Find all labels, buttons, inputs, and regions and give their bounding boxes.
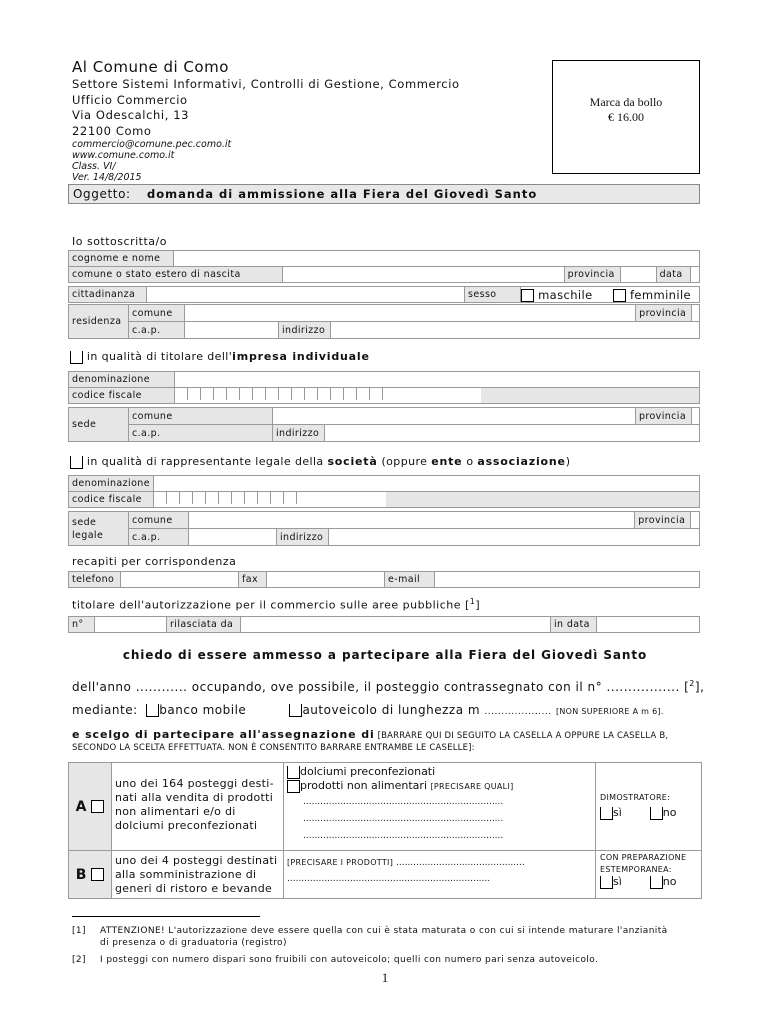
char-box[interactable] bbox=[318, 388, 331, 400]
authorization-table bbox=[68, 616, 700, 633]
sex-options bbox=[521, 287, 700, 303]
means-label: mediante: bbox=[72, 703, 138, 717]
char-box[interactable] bbox=[370, 388, 383, 400]
options-table bbox=[68, 762, 702, 899]
legal-seat-city-label: comune bbox=[129, 512, 189, 529]
pec-email: commercio@comune.pec.como.it bbox=[72, 139, 232, 150]
char-box[interactable] bbox=[232, 492, 245, 504]
classification: Class. VI/ bbox=[72, 161, 116, 172]
products-line[interactable]: ...................................................................... bbox=[303, 814, 504, 824]
option-b-cell bbox=[69, 851, 112, 899]
choice-rest: [BARRARE QUI DI SEGUITO LA CASELLA A OPPURE LA CASELLA B, bbox=[374, 731, 669, 741]
company-rep-option bbox=[70, 455, 570, 469]
year-close: ], bbox=[694, 680, 705, 694]
citizenship-field[interactable] bbox=[147, 287, 465, 303]
products-line[interactable]: ............................................. bbox=[396, 858, 525, 868]
company-rep-text-3: o bbox=[462, 455, 478, 468]
option-b-checkbox[interactable] bbox=[91, 868, 104, 881]
seat-address-label: indirizzo bbox=[273, 425, 325, 442]
tax-code-field[interactable] bbox=[175, 388, 700, 404]
demonstrator-label: DIMOSTRATORE: bbox=[600, 793, 671, 802]
legal-seat-address-field[interactable] bbox=[329, 529, 700, 546]
desc-line: generi di ristoro e bevande bbox=[115, 882, 273, 895]
char-box[interactable] bbox=[279, 388, 292, 400]
products-line[interactable]: ...................................................................... bbox=[303, 797, 504, 807]
year-text: dell'anno ............ occupando, ove possibile, il posteggio contrassegnato con il n° ................. [ bbox=[72, 680, 690, 694]
desc-line: non alimentari e/o di bbox=[115, 805, 236, 818]
birth-province-label: provincia bbox=[564, 267, 620, 283]
auth-issuer-label: rilasciata da bbox=[167, 617, 241, 633]
residence-province-label: provincia bbox=[636, 305, 692, 322]
preparation-label-1: CON PREPARAZIONE bbox=[600, 853, 687, 862]
sole-trader-checkbox[interactable] bbox=[70, 351, 83, 364]
residence-city-field[interactable] bbox=[185, 305, 636, 322]
email-field[interactable] bbox=[435, 572, 700, 588]
authorization-heading bbox=[72, 597, 480, 612]
legal-seat-province-field[interactable] bbox=[691, 512, 700, 529]
recipient-title: Al Comune di Como bbox=[72, 58, 229, 76]
birth-date-label: data bbox=[656, 267, 690, 283]
mobile-stall-checkbox[interactable] bbox=[146, 704, 159, 717]
name-label: cognome e nome bbox=[69, 251, 174, 267]
footnote-text: ATTENZIONE! L'autorizzazione deve essere quella con cui è stata maturata o con cui si intende maturare l'anzianità bbox=[100, 926, 668, 936]
phone-label: telefono bbox=[69, 572, 121, 588]
request-heading: chiedo di essere ammesso a partecipare alla Fiera del Giovedì Santo bbox=[122, 648, 648, 662]
seat-province-field[interactable] bbox=[691, 408, 699, 425]
residence-cap-field[interactable] bbox=[185, 322, 279, 339]
birthplace-field[interactable] bbox=[282, 267, 564, 283]
footnote-text: di presenza o di graduatoria (registro) bbox=[100, 938, 287, 948]
seat-cap-label: c.a.p. bbox=[129, 425, 273, 442]
company-rep-text: in qualità di rappresentante legale della bbox=[86, 455, 328, 468]
footnote-mark: [2] bbox=[72, 955, 86, 965]
year-line bbox=[72, 679, 704, 694]
option-b-letter: B bbox=[75, 866, 87, 883]
option-a-cell bbox=[69, 763, 112, 851]
residence-province-field[interactable] bbox=[692, 305, 700, 322]
char-box[interactable] bbox=[154, 492, 167, 504]
authorization-close: ] bbox=[475, 598, 481, 612]
seat-label: sede bbox=[69, 408, 129, 442]
desc-line: uno dei 4 posteggi destinati bbox=[115, 854, 278, 867]
company-name-field[interactable] bbox=[175, 372, 700, 388]
sole-trader-option bbox=[70, 350, 370, 364]
footnote-ref-2[interactable]: 2 bbox=[689, 679, 695, 688]
desc-line: dolciumi preconfezionati bbox=[115, 819, 258, 832]
non-food-checkbox[interactable] bbox=[287, 780, 300, 793]
company-rep-text-4: ) bbox=[565, 455, 571, 468]
male-checkbox[interactable] bbox=[521, 289, 534, 302]
address-line: Via Odescalchi, 13 bbox=[72, 108, 190, 122]
legal-seat-cap-field[interactable] bbox=[189, 529, 277, 546]
char-box[interactable] bbox=[227, 388, 240, 400]
auth-number-label: n° bbox=[69, 617, 95, 633]
citizenship-table bbox=[68, 286, 700, 303]
preparation-cell bbox=[596, 851, 702, 899]
char-box[interactable] bbox=[344, 388, 357, 400]
legal-seat-city-field[interactable] bbox=[189, 512, 635, 529]
choice-instruction bbox=[72, 729, 704, 754]
company-table bbox=[68, 475, 700, 508]
char-box[interactable] bbox=[258, 492, 271, 504]
option-a-products bbox=[284, 763, 596, 851]
personal-data-table bbox=[68, 250, 700, 283]
preparation-label-2: ESTEMPORANEA: bbox=[600, 865, 672, 874]
company-tax-code-label: codice fiscale bbox=[69, 492, 154, 508]
char-box[interactable] bbox=[245, 492, 258, 504]
char-box[interactable] bbox=[167, 492, 180, 504]
auth-date-field[interactable] bbox=[597, 617, 700, 633]
preparation-yes-checkbox[interactable] bbox=[600, 876, 613, 889]
company-rep-bold-1: società bbox=[327, 455, 378, 468]
undersigned-heading: Io sottoscritta/o bbox=[72, 235, 167, 248]
vehicle-checkbox[interactable] bbox=[289, 704, 302, 717]
company-name-label: denominazione bbox=[69, 372, 175, 388]
choice-line-2: SECONDO LA SCELTA EFFETTUATA. NON È CONSENTITO BARRARE ENTRAMBE LE CASELLE]: bbox=[72, 743, 475, 753]
char-box[interactable] bbox=[253, 388, 266, 400]
fax-label: fax bbox=[239, 572, 267, 588]
option-b-note: [PRECISARE I PRODOTTI] bbox=[287, 858, 394, 867]
char-box[interactable] bbox=[331, 388, 344, 400]
company-rep-text-2: (oppure bbox=[377, 455, 432, 468]
char-box[interactable] bbox=[284, 492, 297, 504]
seat-address-field[interactable] bbox=[325, 425, 700, 442]
char-box[interactable] bbox=[271, 492, 284, 504]
male-label: maschile bbox=[538, 287, 593, 302]
preparation-no-checkbox[interactable] bbox=[650, 876, 663, 889]
demonstrator-yes-checkbox[interactable] bbox=[600, 807, 613, 820]
subject-text: domanda di ammissione alla Fiera del Giovedì Santo bbox=[147, 187, 538, 201]
demonstrator-no-checkbox[interactable] bbox=[650, 807, 663, 820]
char-box[interactable] bbox=[266, 388, 279, 400]
legal-seat-line: sede bbox=[72, 516, 97, 528]
char-box[interactable] bbox=[357, 388, 370, 400]
legal-seat-address-label: indirizzo bbox=[277, 529, 329, 546]
company-rep-bold-3: associazione bbox=[477, 455, 566, 468]
desc-line: uno dei 164 posteggi desti- bbox=[115, 777, 274, 790]
auth-issuer-field[interactable] bbox=[241, 617, 551, 633]
vehicle-label: autoveicolo di lunghezza m bbox=[302, 703, 481, 717]
char-box[interactable] bbox=[201, 388, 214, 400]
citizenship-label: cittadinanza bbox=[69, 287, 147, 303]
option-a-checkbox[interactable] bbox=[91, 800, 104, 813]
auth-number-field[interactable] bbox=[95, 617, 167, 633]
version: Ver. 14/8/2015 bbox=[72, 172, 142, 183]
products-line[interactable]: ...................................................................... bbox=[303, 831, 504, 841]
address-line: Settore Sistemi Informativi, Controlli di Gestione, Commercio bbox=[72, 77, 460, 91]
birth-date-field[interactable] bbox=[690, 267, 699, 283]
option-b-products bbox=[284, 851, 596, 899]
residence-city-label: comune bbox=[129, 305, 185, 322]
residence-table bbox=[68, 304, 700, 339]
recipient-meta bbox=[72, 139, 231, 183]
seat-city-label: comune bbox=[129, 408, 273, 425]
fax-field[interactable] bbox=[267, 572, 385, 588]
char-box[interactable] bbox=[175, 388, 188, 400]
products-line[interactable]: ....................................................................... bbox=[287, 874, 491, 884]
company-seat-table bbox=[68, 511, 700, 546]
preparation-no-label: no bbox=[662, 875, 677, 888]
footnote-mark: [1] bbox=[72, 926, 86, 936]
legal-seat-line: legale bbox=[72, 529, 104, 541]
sole-trader-bold: impresa individuale bbox=[232, 350, 370, 363]
legal-seat-cap-label: c.a.p. bbox=[129, 529, 189, 546]
desc-line: nati alla vendita di prodotti bbox=[115, 791, 274, 804]
mobile-stall-label: banco mobile bbox=[159, 703, 247, 717]
non-food-note: [PRECISARE QUALI] bbox=[430, 782, 514, 791]
phone-field[interactable] bbox=[121, 572, 239, 588]
revenue-stamp-box bbox=[552, 60, 700, 174]
char-box[interactable] bbox=[188, 388, 201, 400]
confectionery-checkbox[interactable] bbox=[287, 766, 300, 779]
address-line: 22100 Como bbox=[72, 123, 152, 138]
residence-cap-label: c.a.p. bbox=[129, 322, 185, 339]
residence-address-field[interactable] bbox=[331, 322, 700, 339]
subject-bar bbox=[68, 184, 700, 204]
recipient-address bbox=[72, 77, 460, 139]
confectionery-label: dolciumi preconfezionati bbox=[300, 765, 436, 778]
non-food-label: prodotti non alimentari bbox=[300, 779, 427, 792]
residence-address-label: indirizzo bbox=[279, 322, 331, 339]
female-checkbox[interactable] bbox=[613, 289, 626, 302]
char-box[interactable] bbox=[180, 492, 193, 504]
footnote-1 bbox=[72, 925, 704, 949]
sole-trader-table bbox=[68, 371, 700, 404]
authorization-text: titolare dell'autorizzazione per il commercio sulle aree pubbliche [ bbox=[72, 598, 470, 612]
birth-province-field[interactable] bbox=[620, 267, 656, 283]
char-box[interactable] bbox=[206, 492, 219, 504]
stamp-label: Marca da bollo bbox=[589, 95, 663, 109]
company-denomination-label: denominazione bbox=[69, 476, 154, 492]
vehicle-length-field[interactable]: .................... bbox=[484, 707, 552, 717]
auth-date-label: in data bbox=[551, 617, 597, 633]
preparation-yes-label: sì bbox=[613, 875, 622, 888]
desc-line: alla somministrazione di bbox=[115, 868, 257, 881]
footnote-2 bbox=[72, 954, 704, 966]
char-box[interactable] bbox=[240, 388, 253, 400]
option-a-letter: A bbox=[75, 798, 87, 815]
address-line: Ufficio Commercio bbox=[72, 92, 188, 107]
sole-trader-seat-table bbox=[68, 407, 700, 442]
female-label: femminile bbox=[629, 287, 692, 302]
demonstrator-no-label: no bbox=[662, 806, 677, 819]
char-box[interactable] bbox=[193, 492, 206, 504]
company-rep-checkbox[interactable] bbox=[70, 456, 83, 469]
tax-code-label: codice fiscale bbox=[69, 388, 175, 404]
legal-seat-province-label: provincia bbox=[635, 512, 691, 529]
seat-city-field[interactable] bbox=[273, 408, 636, 425]
company-rep-bold-2: ente bbox=[431, 455, 463, 468]
residence-label: residenza bbox=[69, 305, 129, 339]
footnote-text: I posteggi con numero dispari sono fruibili con autoveicolo; quelli con numero pari senza autoveicolo. bbox=[100, 955, 599, 965]
char-box[interactable] bbox=[219, 492, 232, 504]
subject-label: Oggetto: bbox=[73, 187, 131, 201]
contacts-heading: recapiti per corrispondenza bbox=[72, 555, 237, 568]
email-label: e-mail bbox=[385, 572, 435, 588]
char-box[interactable] bbox=[292, 388, 305, 400]
company-tax-code-boxes bbox=[154, 492, 386, 507]
footnote-ref-1[interactable]: 1 bbox=[469, 597, 476, 606]
contacts-table bbox=[68, 571, 700, 588]
seat-province-label: provincia bbox=[635, 408, 691, 425]
name-field[interactable] bbox=[174, 251, 700, 267]
stamp-amount: € 16.00 bbox=[608, 110, 644, 124]
footnote-separator bbox=[72, 916, 260, 917]
char-box[interactable] bbox=[214, 388, 227, 400]
page-number: 1 bbox=[381, 970, 389, 985]
means-line bbox=[72, 703, 664, 717]
option-a-description bbox=[112, 763, 284, 851]
choice-bold: e scelgo di partecipare all'assegnazione di bbox=[72, 728, 375, 741]
demonstrator-yes-label: sì bbox=[613, 806, 622, 819]
birthplace-label: comune o stato estero di nascita bbox=[69, 267, 283, 283]
company-denomination-field[interactable] bbox=[153, 476, 699, 492]
demonstrator-cell bbox=[596, 763, 702, 851]
sole-trader-text: in qualità di titolare dell' bbox=[86, 350, 233, 363]
sex-label: sesso bbox=[465, 287, 521, 303]
website: www.comune.como.it bbox=[72, 150, 175, 161]
char-box[interactable] bbox=[305, 388, 318, 400]
company-tax-code-field[interactable] bbox=[153, 492, 699, 508]
vehicle-length-note: [NON SUPERIORE A m 6]. bbox=[555, 707, 664, 716]
tax-code-boxes bbox=[175, 388, 481, 403]
legal-seat-label bbox=[69, 512, 129, 546]
option-b-description bbox=[112, 851, 284, 899]
